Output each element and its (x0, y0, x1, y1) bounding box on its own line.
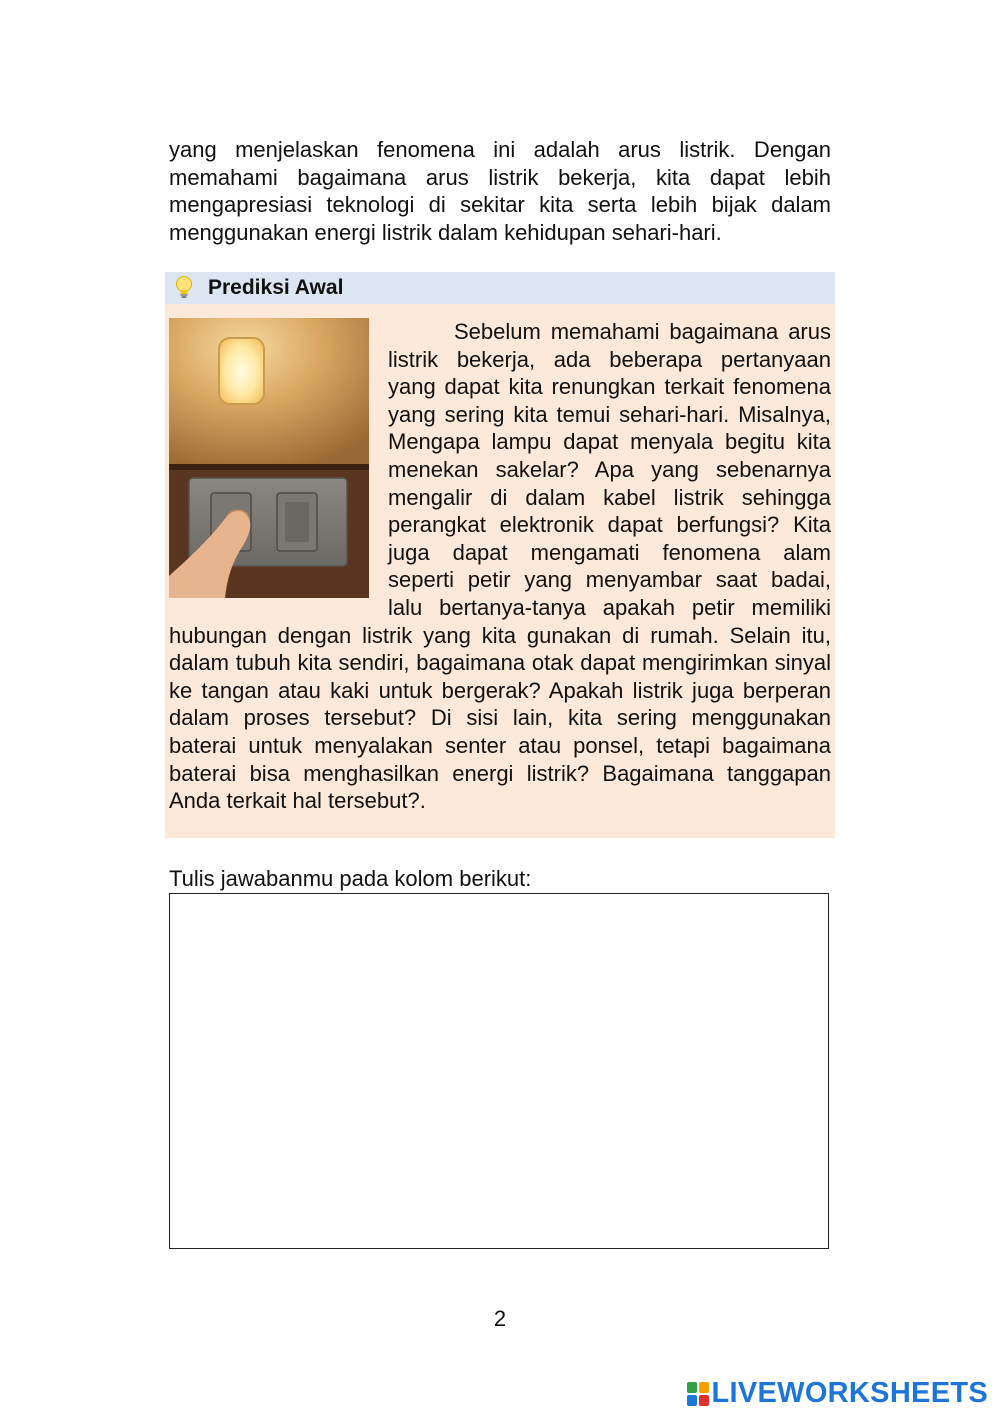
prediction-header (165, 272, 835, 304)
page-number: 2 (493, 1306, 507, 1331)
intro-paragraph: yang menjelaskan fenomena ini adalah arus listrik. Dengan memahami bagaimana arus listrik bekerja, kita dapat lebih mengapresiasi teknologi di sekitar kita serta lebih bijak dalam menggunakan energi listrik dalam kehidupan sehari-hari. (169, 137, 831, 245)
prediction-paragraph: Sebelum memahami bagaimana arus listrik bekerja, ada beberapa pertanyaan yang dapat kita renungkan terkait fenomena yang sering kita temui sehari-hari. Misalnya, Mengapa lampu dapat menyala begitu kita menekan sakelar? Apa yang sebenarnya mengalir di dalam kabel listrik sehingga perangkat elektronik dapat berfungsi? Kita juga dapat mengamati fenomena alam seperti petir yang menyambar saat badai, lalu bertanya-tanya apakah petir memiliki hubungan dengan listrik yang kita gunakan di rumah. Selain itu, dalam tubuh kita sendiri, bagaimana otak dapat mengirimkan sinyal ke tangan atau kaki untuk bergerak? Apakah listrik juga berperan dalam proses tersebut? Di sisi lain, kita sering menggunakan baterai untuk menyalakan senter atau ponsel, tetapi bagaimana baterai bisa menghasilkan energi listrik? Bagaimana tanggapan Anda terkait hal tersebut?. (169, 319, 831, 814)
answer-input[interactable] (169, 893, 829, 1249)
prediction-title: Prediksi Awal (208, 276, 344, 299)
prediction-text (169, 318, 831, 815)
watermark (686, 1377, 989, 1410)
watermark-text: LIVEWORKSHEETS (711, 1377, 988, 1409)
liveworksheets-logo-icon (686, 1380, 710, 1408)
answer-label: Tulis jawabanmu pada kolom berikut: (169, 866, 532, 891)
lightbulb-icon (174, 275, 194, 301)
